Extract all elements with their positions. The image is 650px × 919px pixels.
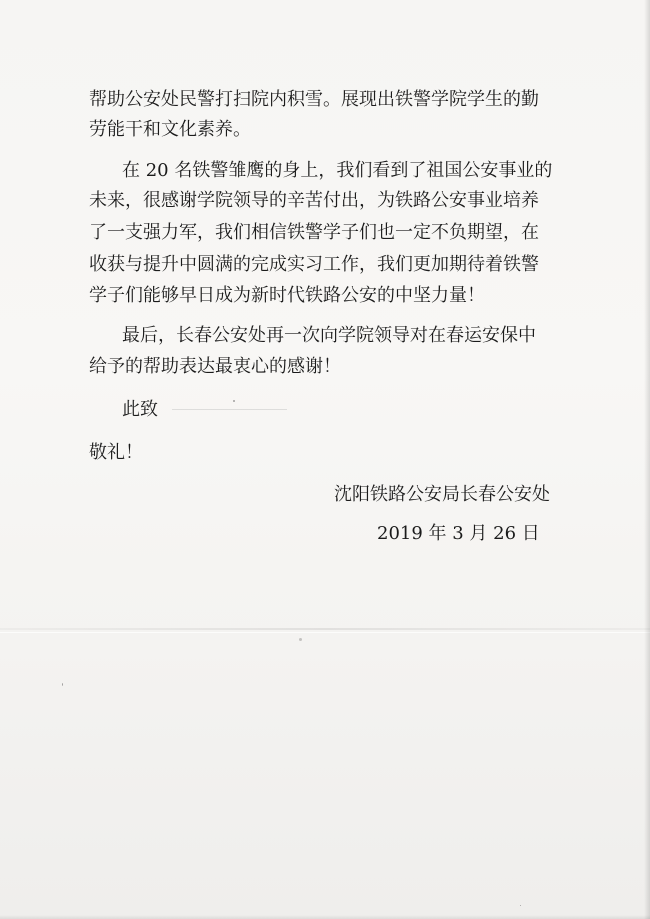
paragraph2-line2: 未来，很感谢学院领导的辛苦付出，为铁路公安事业培养 [89,190,539,211]
paragraph2-line4: 收获与提升中圆满的完成实习工作，我们更加期待着铁警 [89,254,539,275]
paragraph1-line1: 帮助公安处民警打扫院内积雪。展现出铁警学院学生的勤 [89,89,539,110]
paragraph3-line1: 最后，长春公安处再一次向学院领导对在春运安保中 [122,325,536,346]
paragraph2-line1: 在 20 名铁警雏鹰的身上，我们看到了祖国公安事业的 [122,160,553,181]
closing-respect: 敬礼！ [89,442,143,463]
closing-salutation: 此致 [122,399,158,420]
signature-organization: 沈阳铁路公安局长春公安处 [334,484,550,505]
paragraph2-line3: 了一支强力军，我们相信铁警学子们也一定不负期望，在 [89,222,539,243]
salutation-rule [172,409,287,410]
paragraph2-line5: 学子们能够早日成为新时代铁路公安的中坚力量！ [89,285,485,306]
paragraph3-line2: 给予的帮助表达最衷心的感谢！ [89,356,341,377]
signature-date: 2019 年 3 月 26 日 [377,523,540,544]
paragraph1-line2: 劳能干和文化素养。 [89,119,251,140]
